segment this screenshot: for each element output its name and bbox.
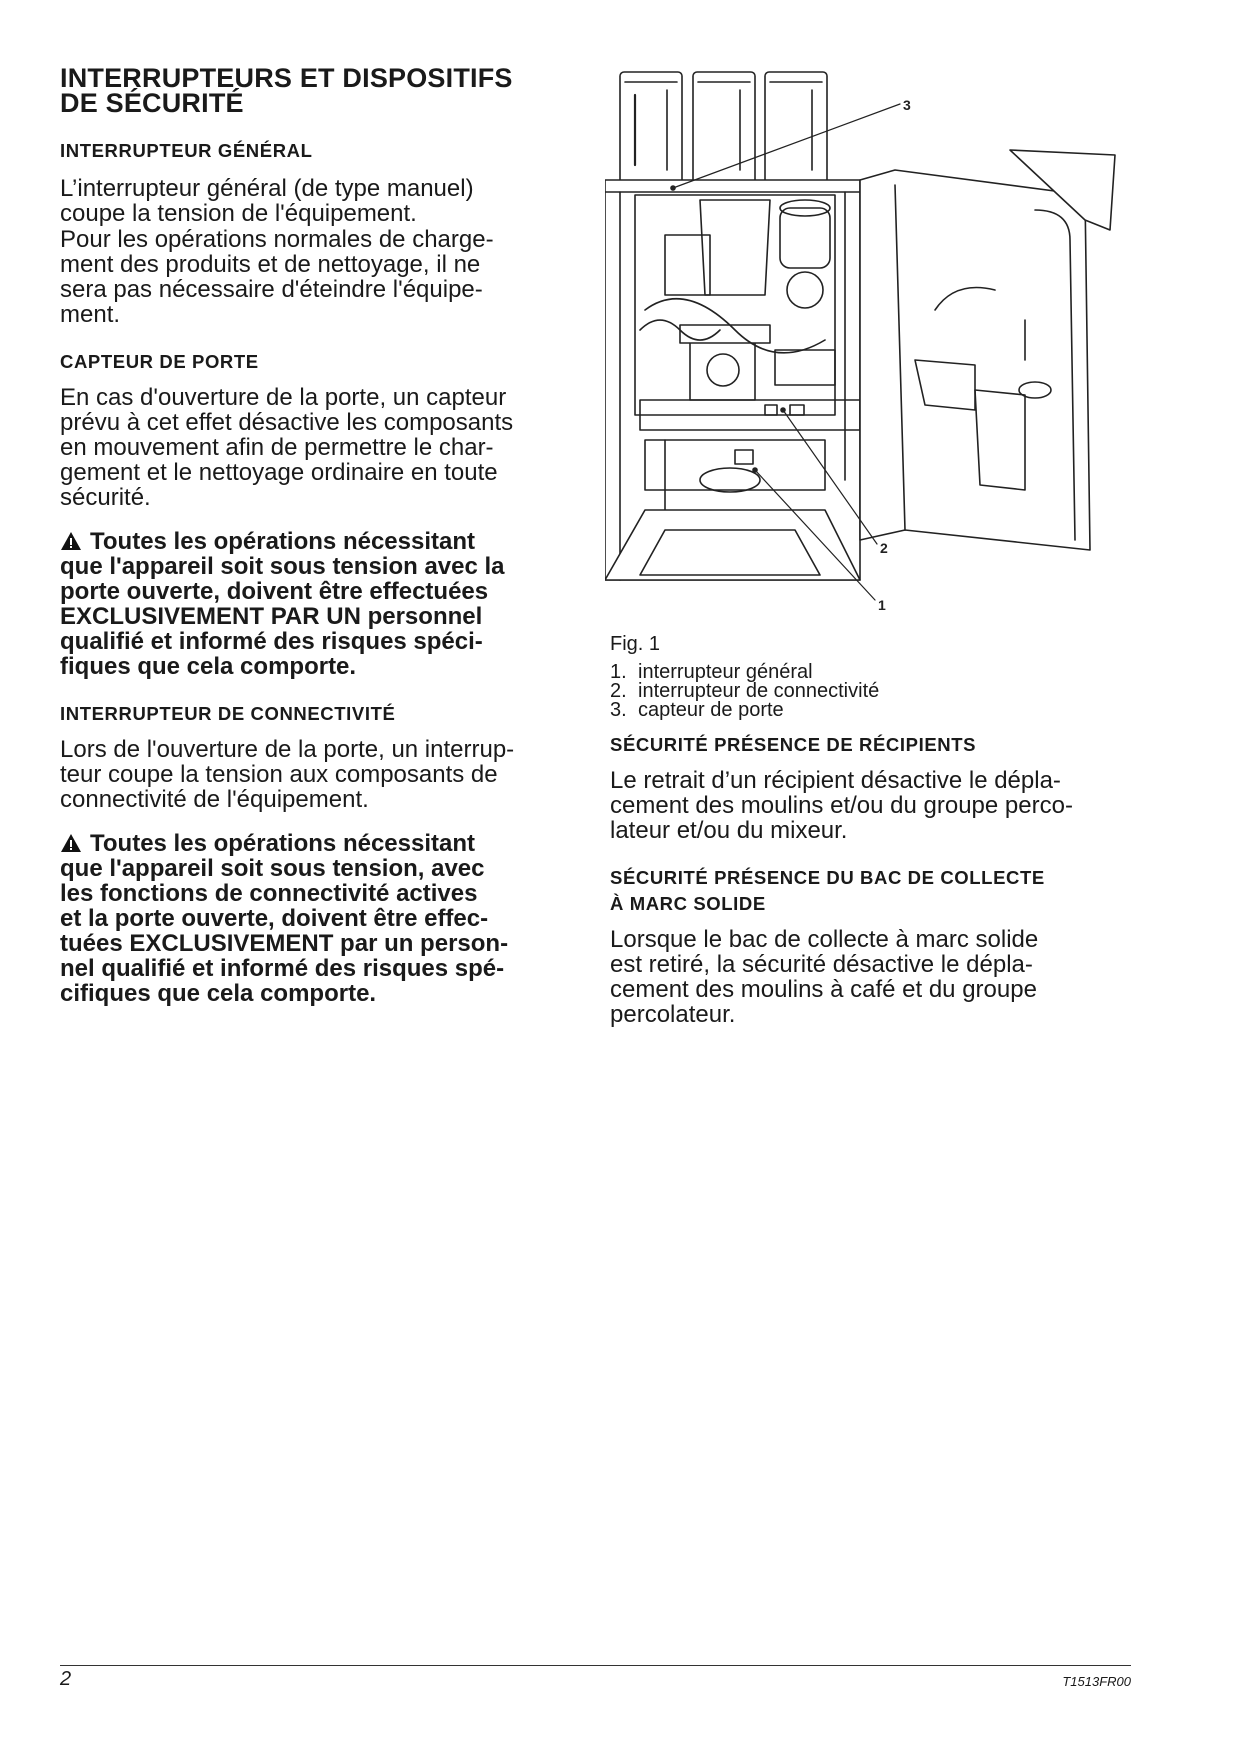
text-line: teur coupe la tension aux composants de (60, 761, 498, 788)
heading-line: SÉCURITÉ PRÉSENCE DU BAC DE COLLECTE (610, 867, 1045, 888)
paragraph-interrupteur-general-2 (60, 227, 580, 327)
text-line: que l'appareil soit sous tension, avec (60, 855, 485, 882)
text-line: que l'appareil soit sous tension avec la (60, 553, 505, 580)
paragraph-capteur-porte (60, 385, 580, 510)
callout-dot-2 (781, 408, 785, 412)
text-line: tuées EXCLUSIVEMENT par un person- (60, 930, 509, 957)
heading-capteur-porte: CAPTEUR DE PORTE (60, 351, 259, 372)
footer-rule (60, 1665, 1131, 1666)
text-line: prévu à cet effet désactive les composants (60, 409, 514, 436)
text-line: et la porte ouverte, doivent être effec- (60, 905, 489, 932)
warning-capteur-porte (60, 529, 580, 679)
machine-illustration (605, 60, 1130, 625)
title-line-2: DE SÉCURITÉ (60, 88, 244, 118)
text-line: lateur et/ou du mixeur. (610, 817, 848, 844)
left-column (60, 63, 580, 1007)
callout-label-2: 2 (880, 540, 888, 556)
paragraph-bac-collecte (610, 927, 1180, 1027)
text-line: cement des moulins à café et du groupe (610, 976, 1037, 1003)
text-line: qualifié et informé des risques spéci- (60, 628, 483, 655)
legend-item (610, 701, 1180, 720)
right-column (610, 633, 1180, 1027)
heading-recipients: SÉCURITÉ PRÉSENCE DE RÉCIPIENTS (610, 734, 977, 755)
text-line: connectivité de l'équipement. (60, 786, 369, 813)
open-door (860, 150, 1115, 550)
legend-text: capteur de porte (638, 699, 784, 721)
text-line: fiques que cela comporte. (60, 653, 357, 680)
text-line: gement et le nettoyage ordinaire en toute (60, 459, 498, 486)
page-title (60, 63, 580, 118)
text-line: ment des produits et de nettoyage, il ne (60, 251, 481, 278)
heading-interrupteur-connectivite: INTERRUPTEUR DE CONNECTIVITÉ (60, 703, 396, 724)
legend-number: 1. (610, 661, 627, 683)
text-line: cement des moulins et/ou du groupe perco- (610, 792, 1073, 819)
warning-interrupteur-connectivite (60, 831, 580, 1006)
legend-text: interrupteur général (638, 661, 813, 683)
paragraph-recipients (610, 768, 1180, 843)
text-line: sécurité. (60, 484, 151, 511)
warning-icon (60, 833, 82, 853)
heading-line: À MARC SOLIDE (610, 893, 766, 914)
paragraph-interrupteur-connectivite (60, 737, 580, 812)
text-line: percolateur. (610, 1001, 736, 1028)
text-line: Pour les opérations normales de charge- (60, 226, 494, 253)
text-line: ment. (60, 301, 121, 328)
text-line: coupe la tension de l'équipement. (60, 200, 417, 227)
heading-bac-collecte (610, 865, 1180, 917)
text-line: L’interrupteur général (de type manuel) (60, 175, 474, 202)
text-line: En cas d'ouverture de la porte, un capteur (60, 384, 507, 411)
text-line: nel qualifié et informé des risques spé- (60, 955, 505, 982)
text-line: les fonctions de connectivité actives (60, 880, 478, 907)
text-line: sera pas nécessaire d'éteindre l'équipe- (60, 276, 483, 303)
paragraph-interrupteur-general-1 (60, 176, 580, 226)
legend-number: 2. (610, 680, 627, 702)
callout-dot-1 (753, 468, 757, 472)
figure-legend (610, 663, 1180, 720)
text-line: Lors de l'ouverture de la porte, un interrup- (60, 736, 515, 763)
text-line: Toutes les opérations nécessitant (90, 830, 475, 857)
warning-icon (60, 531, 82, 551)
cabinet-body (605, 180, 860, 580)
page-number: 2 (60, 1668, 72, 1690)
callout-dot-3 (671, 186, 675, 190)
text-line: cifiques que cela comporte. (60, 980, 377, 1007)
title-line-1: INTERRUPTEURS ET DISPOSITIFS (60, 63, 513, 93)
document-code: T1513FR00 (1062, 1674, 1131, 1689)
callout-label-3: 3 (903, 97, 911, 113)
figure-caption: Fig. 1 (610, 633, 661, 655)
text-line: porte ouverte, doivent être effectuées (60, 578, 489, 605)
text-line: Le retrait d’un récipient désactive le dépla- (610, 767, 1061, 794)
legend-number: 3. (610, 699, 627, 721)
text-line: EXCLUSIVEMENT PAR UN personnel (60, 603, 483, 630)
text-line: Toutes les opérations nécessitant (90, 528, 475, 555)
callout-label-1: 1 (878, 597, 886, 613)
text-line: est retiré, la sécurité désactive le dépla- (610, 951, 1033, 978)
text-line: en mouvement afin de permettre le char- (60, 434, 494, 461)
heading-interrupteur-general: INTERRUPTEUR GÉNÉRAL (60, 140, 313, 161)
legend-text: interrupteur de connectivité (638, 680, 880, 702)
product-canisters (620, 72, 827, 184)
text-line: Lorsque le bac de collecte à marc solide (610, 926, 1039, 953)
